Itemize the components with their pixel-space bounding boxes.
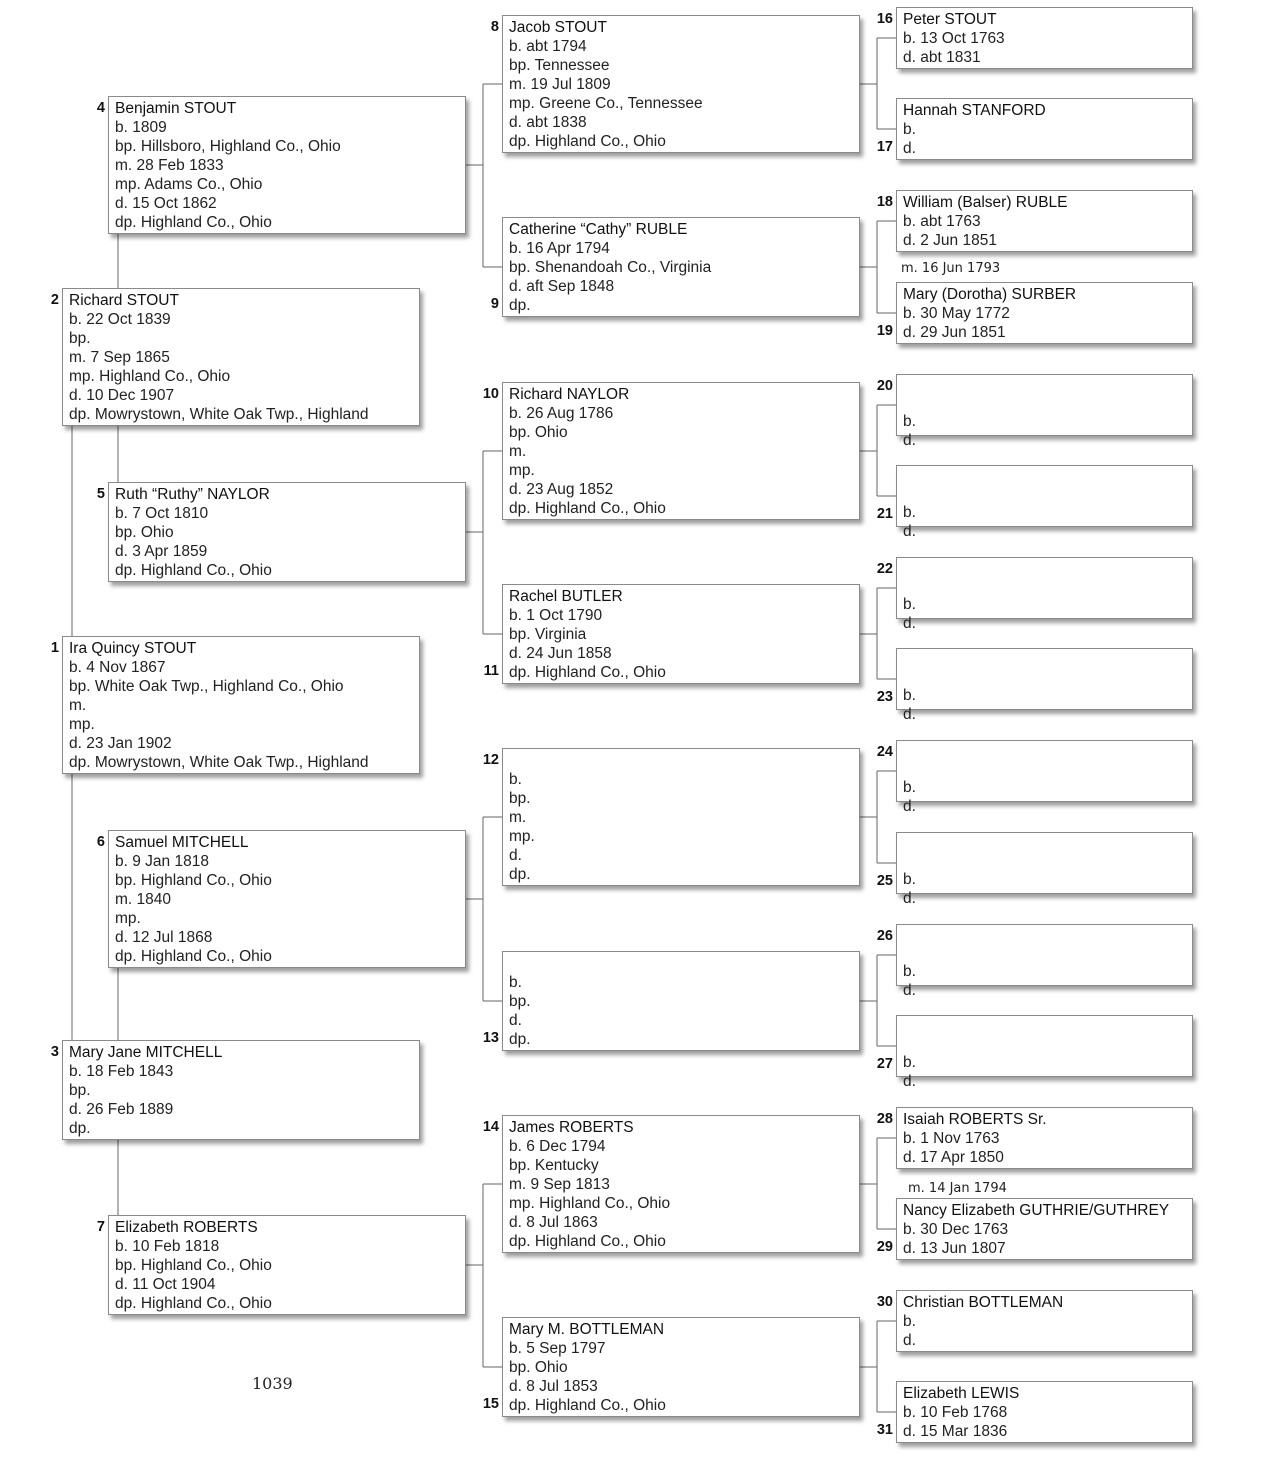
person-detail-line: dp. Mowrystown, White Oak Twp., Highland	[69, 406, 369, 423]
person-detail-line: dp.	[69, 1120, 91, 1137]
person-detail-line: d.	[903, 140, 916, 157]
person-box-12	[502, 748, 860, 886]
person-name	[903, 943, 1186, 962]
person-box-30	[896, 1290, 1193, 1352]
person-box-1	[62, 636, 420, 774]
person-detail-line: m. 28 Feb 1833	[115, 157, 224, 174]
person-detail-line: bp. Ohio	[509, 424, 568, 441]
person-number-18: 18	[876, 194, 893, 210]
person-detail-line: b. 9 Jan 1818	[115, 853, 209, 870]
person-detail-line: d. 24 Jun 1858	[509, 645, 612, 662]
person-number-5: 5	[96, 486, 105, 502]
person-detail-line: d. 11 Oct 1904	[115, 1276, 216, 1293]
person-name	[903, 393, 1186, 412]
person-detail-line: b. 10 Feb 1818	[115, 1238, 220, 1255]
person-number-6: 6	[96, 834, 105, 850]
person-detail-line: d.	[903, 798, 916, 815]
person-detail-line: d.	[903, 890, 916, 907]
person-number-13: 13	[482, 1030, 499, 1046]
person-name	[903, 759, 1186, 778]
person-detail-line: m.	[509, 443, 527, 460]
person-detail-line: mp. Greene Co., Tennessee	[509, 95, 703, 112]
person-box-13	[502, 951, 860, 1051]
person-detail-line: b.	[903, 121, 916, 138]
person-detail-line: b. 5 Sep 1797	[509, 1340, 606, 1357]
person-name: Isaiah ROBERTS Sr.	[903, 1111, 1047, 1128]
person-detail-line: mp.	[69, 716, 95, 733]
person-box-7	[108, 1215, 466, 1315]
person-detail-line: b. abt 1794	[509, 38, 587, 55]
person-detail-line: dp. Highland Co., Ohio	[115, 948, 272, 965]
person-detail-line: dp. Highland Co., Ohio	[509, 500, 666, 517]
person-box-10	[502, 382, 860, 520]
person-detail-line: d. 23 Jan 1902	[69, 735, 172, 752]
person-detail-line: m. 7 Sep 1865	[69, 349, 170, 366]
person-detail-line: b. 1809	[115, 119, 167, 136]
person-detail-line: b. 16 Apr 1794	[509, 240, 610, 257]
person-detail-line: dp. Highland Co., Ohio	[509, 1233, 666, 1250]
person-detail-line: b.	[903, 871, 916, 888]
person-number-12: 12	[482, 752, 499, 768]
person-box-15	[502, 1317, 860, 1417]
page-number: 1039	[252, 1374, 293, 1393]
person-box-26	[896, 924, 1193, 999]
person-name: Richard STOUT	[69, 292, 179, 309]
person-number-27: 27	[876, 1056, 893, 1072]
person-detail-line: d. abt 1831	[903, 49, 981, 66]
person-number-11: 11	[483, 663, 499, 679]
person-detail-line: b. 13 Oct 1763	[903, 30, 1005, 47]
person-name	[509, 954, 853, 973]
person-detail-line: dp.	[509, 866, 531, 883]
person-name: Rachel BUTLER	[509, 588, 623, 605]
person-detail-line: b.	[903, 504, 916, 521]
person-name: Elizabeth LEWIS	[903, 1385, 1020, 1402]
person-box-19	[896, 282, 1193, 344]
person-detail-line: mp.	[509, 828, 535, 845]
person-detail-line: b.	[509, 974, 522, 991]
person-name: Samuel MITCHELL	[115, 834, 249, 851]
person-detail-line: b. 30 Dec 1763	[903, 1221, 1009, 1238]
person-name	[903, 576, 1186, 595]
person-name: Elizabeth ROBERTS	[115, 1219, 258, 1236]
person-number-29: 29	[876, 1239, 893, 1255]
person-detail-line: dp. Highland Co., Ohio	[115, 1295, 272, 1312]
person-name: Richard NAYLOR	[509, 386, 630, 403]
person-box-21	[896, 465, 1193, 540]
person-box-22	[896, 557, 1193, 632]
person-name: Hannah STANFORD	[903, 102, 1046, 119]
person-name	[903, 1034, 1186, 1053]
person-detail-line: m.	[509, 809, 527, 826]
person-detail-line: mp.	[509, 462, 535, 479]
person-detail-line: bp. Tennessee	[509, 57, 610, 74]
person-detail-line: d. 15 Mar 1836	[903, 1423, 1008, 1440]
person-detail-line: d.	[509, 1012, 522, 1029]
person-detail-line: bp.	[509, 993, 531, 1010]
person-number-10: 10	[482, 386, 499, 402]
person-name: Mary Jane MITCHELL	[69, 1044, 223, 1061]
person-detail-line: b. 1 Oct 1790	[509, 607, 603, 624]
person-detail-line: d. 15 Oct 1862	[115, 195, 217, 212]
person-detail-line: b. 4 Nov 1867	[69, 659, 166, 676]
person-name: Ruth “Ruthy” NAYLOR	[115, 486, 270, 503]
person-detail-line: b.	[903, 413, 916, 430]
person-detail-line: dp.	[509, 297, 531, 314]
person-detail-line: b. 1 Nov 1763	[903, 1130, 1000, 1147]
marriage-note-28-29: m. 14 Jan 1794	[908, 1181, 1007, 1196]
person-detail-line: dp. Highland Co., Ohio	[509, 1397, 666, 1414]
person-detail-line: d. aft Sep 1848	[509, 278, 615, 295]
person-detail-line: mp.	[115, 910, 141, 927]
person-detail-line: bp. Highland Co., Ohio	[115, 872, 272, 889]
person-number-24: 24	[876, 744, 893, 760]
person-number-20: 20	[876, 378, 893, 394]
person-detail-line: bp.	[69, 330, 91, 347]
person-box-20	[896, 374, 1193, 449]
person-number-21: 21	[876, 506, 893, 522]
person-detail-line: bp. Ohio	[115, 524, 174, 541]
person-detail-line: m. 1840	[115, 891, 172, 908]
person-box-11	[502, 584, 860, 684]
person-number-7: 7	[96, 1219, 105, 1235]
person-detail-line: bp. Highland Co., Ohio	[115, 1257, 272, 1274]
person-name: Peter STOUT	[903, 11, 997, 28]
person-box-25	[896, 832, 1193, 907]
person-detail-line: d.	[903, 706, 916, 723]
person-box-2	[62, 288, 420, 426]
person-number-14: 14	[482, 1119, 499, 1135]
person-box-24	[896, 740, 1193, 815]
person-detail-line: d.	[903, 523, 916, 540]
person-number-3: 3	[50, 1044, 59, 1060]
person-detail-line: d. 8 Jul 1853	[509, 1378, 598, 1395]
person-detail-line: bp.	[69, 1082, 91, 1099]
person-box-9	[502, 217, 860, 317]
person-number-17: 17	[876, 139, 893, 155]
person-detail-line: d.	[903, 1332, 916, 1349]
person-detail-line: bp.	[509, 790, 531, 807]
person-detail-line: dp. Highland Co., Ohio	[115, 214, 272, 231]
person-number-26: 26	[876, 928, 893, 944]
person-name: Nancy Elizabeth GUTHRIE/GUTHREY	[903, 1202, 1170, 1219]
person-detail-line: d. abt 1838	[509, 114, 587, 131]
person-name: Mary (Dorotha) SURBER	[903, 286, 1077, 303]
person-detail-line: d. 2 Jun 1851	[903, 232, 997, 249]
person-detail-line: d. 26 Feb 1889	[69, 1101, 174, 1118]
person-name	[903, 484, 1186, 503]
person-number-9: 9	[490, 296, 499, 312]
person-number-28: 28	[876, 1111, 893, 1127]
person-detail-line: b.	[903, 963, 916, 980]
person-detail-line: b.	[903, 687, 916, 704]
person-detail-line: d.	[903, 432, 916, 449]
person-detail-line: bp. White Oak Twp., Highland Co., Ohio	[69, 678, 344, 695]
person-name: Ira Quincy STOUT	[69, 640, 197, 657]
person-name: Jacob STOUT	[509, 19, 607, 36]
person-detail-line: b. 6 Dec 1794	[509, 1138, 606, 1155]
person-number-19: 19	[876, 323, 893, 339]
person-detail-line: d. 8 Jul 1863	[509, 1214, 598, 1231]
person-box-5	[108, 482, 466, 582]
person-detail-line: m.	[69, 697, 87, 714]
person-number-8: 8	[490, 19, 499, 35]
person-detail-line: d. 12 Jul 1868	[115, 929, 213, 946]
person-box-8	[502, 15, 860, 153]
person-detail-line: b.	[903, 1313, 916, 1330]
person-number-25: 25	[876, 873, 893, 889]
person-detail-line: b. abt 1763	[903, 213, 981, 230]
person-detail-line: d. 23 Aug 1852	[509, 481, 614, 498]
person-number-4: 4	[96, 100, 105, 116]
person-box-28	[896, 1107, 1193, 1169]
person-box-18	[896, 190, 1193, 252]
person-name	[903, 851, 1186, 870]
person-detail-line: d.	[509, 847, 522, 864]
person-box-14	[502, 1115, 860, 1253]
person-detail-line: d. 10 Dec 1907	[69, 387, 175, 404]
person-detail-line: mp. Adams Co., Ohio	[115, 176, 263, 193]
person-name: William (Balser) RUBLE	[903, 194, 1068, 211]
person-name: Catherine “Cathy” RUBLE	[509, 221, 688, 238]
person-detail-line: mp. Highland Co., Ohio	[509, 1195, 671, 1212]
person-name: Benjamin STOUT	[115, 100, 237, 117]
person-detail-line: dp. Highland Co., Ohio	[115, 562, 272, 579]
person-detail-line: d.	[903, 982, 916, 999]
person-name	[903, 667, 1186, 686]
person-name: James ROBERTS	[509, 1119, 634, 1136]
person-detail-line: m. 19 Jul 1809	[509, 76, 611, 93]
person-detail-line: b. 10 Feb 1768	[903, 1404, 1008, 1421]
person-detail-line: d.	[903, 615, 916, 632]
person-detail-line: bp. Hillsboro, Highland Co., Ohio	[115, 138, 341, 155]
person-detail-line: d. 29 Jun 1851	[903, 324, 1006, 341]
person-detail-line: b. 18 Feb 1843	[69, 1063, 174, 1080]
person-detail-line: b.	[903, 779, 916, 796]
person-number-16: 16	[876, 11, 893, 27]
person-number-23: 23	[876, 689, 893, 705]
person-detail-line: d. 13 Jun 1807	[903, 1240, 1006, 1257]
person-box-3	[62, 1040, 420, 1140]
person-detail-line: b. 22 Oct 1839	[69, 311, 171, 328]
person-detail-line: bp. Virginia	[509, 626, 587, 643]
person-number-2: 2	[50, 292, 59, 308]
person-box-4	[108, 96, 466, 234]
person-detail-line: d.	[903, 1073, 916, 1090]
person-detail-line: dp. Highland Co., Ohio	[509, 664, 666, 681]
person-number-31: 31	[876, 1422, 893, 1438]
person-detail-line: b. 30 May 1772	[903, 305, 1010, 322]
person-box-23	[896, 648, 1193, 723]
person-detail-line: d. 3 Apr 1859	[115, 543, 208, 560]
person-detail-line: mp. Highland Co., Ohio	[69, 368, 231, 385]
person-number-30: 30	[876, 1294, 893, 1310]
person-detail-line: b.	[509, 771, 522, 788]
person-detail-line: dp. Mowrystown, White Oak Twp., Highland	[69, 754, 369, 771]
person-detail-line: b.	[903, 1054, 916, 1071]
marriage-note-18-19: m. 16 Jun 1793	[901, 261, 1001, 276]
person-box-16	[896, 7, 1193, 69]
person-detail-line: dp. Highland Co., Ohio	[509, 133, 666, 150]
person-detail-line: bp. Shenandoah Co., Virginia	[509, 259, 712, 276]
person-number-15: 15	[482, 1396, 499, 1412]
person-detail-line: dp.	[509, 1031, 531, 1048]
person-box-27	[896, 1015, 1193, 1090]
person-detail-line: d. 17 Apr 1850	[903, 1149, 1004, 1166]
person-detail-line: b. 7 Oct 1810	[115, 505, 209, 522]
person-box-17	[896, 98, 1193, 160]
person-detail-line: b. 26 Aug 1786	[509, 405, 614, 422]
person-name: Christian BOTTLEMAN	[903, 1294, 1064, 1311]
person-number-1: 1	[50, 640, 59, 656]
person-box-31	[896, 1381, 1193, 1443]
person-detail-line: bp. Kentucky	[509, 1157, 599, 1174]
person-name: Mary M. BOTTLEMAN	[509, 1321, 665, 1338]
person-detail-line: b.	[903, 596, 916, 613]
person-box-29	[896, 1198, 1193, 1260]
person-detail-line: bp. Ohio	[509, 1359, 568, 1376]
person-number-22: 22	[876, 561, 893, 577]
person-name	[509, 751, 853, 770]
person-box-6	[108, 830, 466, 968]
person-detail-line: m. 9 Sep 1813	[509, 1176, 610, 1193]
